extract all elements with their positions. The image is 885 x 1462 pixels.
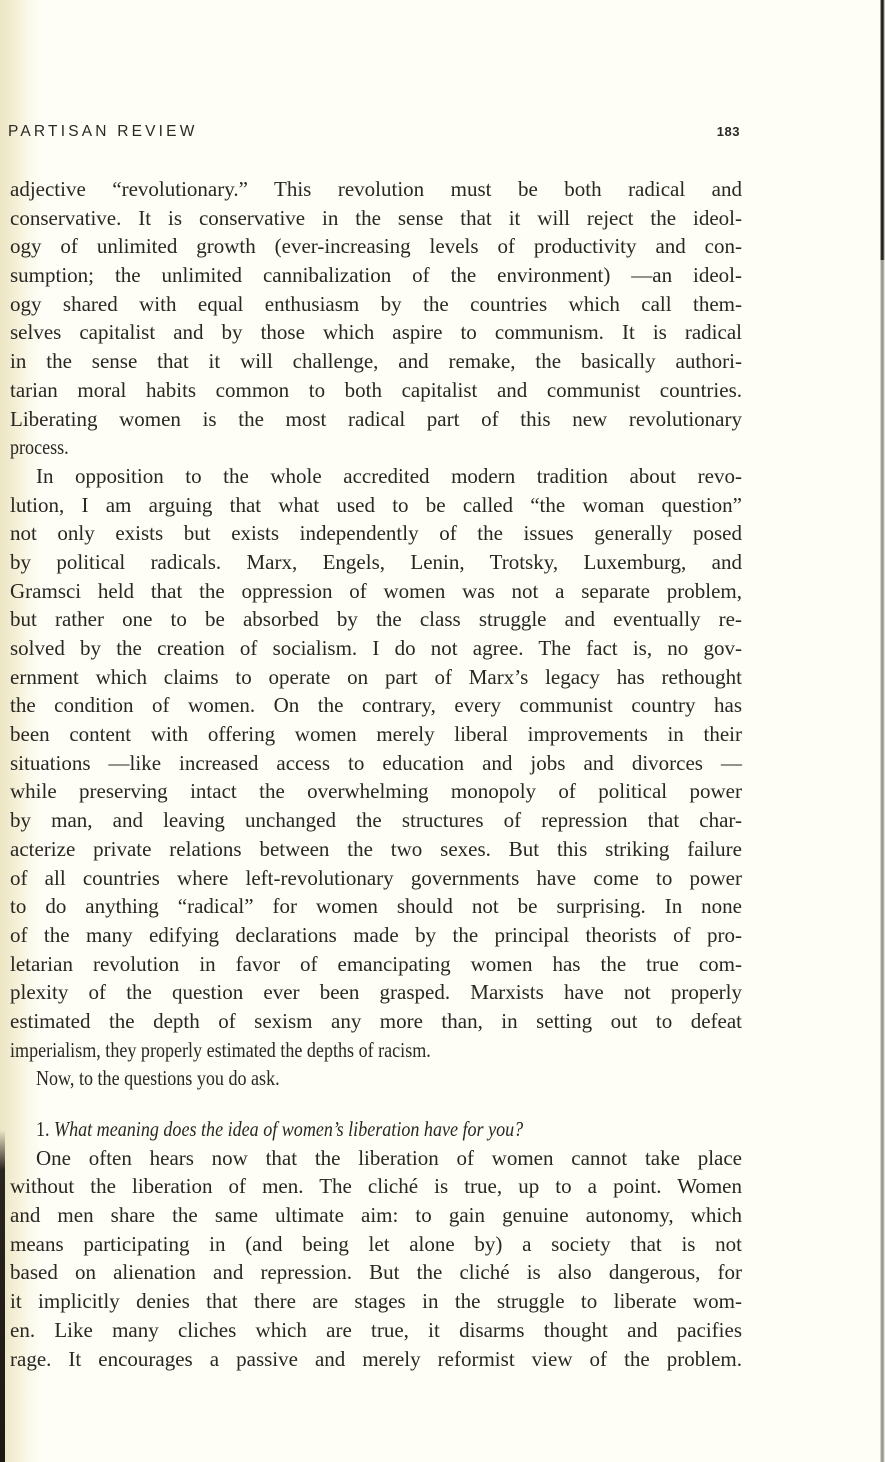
page-binding-edge — [0, 1130, 5, 1462]
text-line: and men share the same ultimate aim: to gain genuine autonomy, which — [10, 1203, 742, 1228]
text-line: conservative. It is conservative in the sense that it will reject the ideol- — [10, 205, 742, 230]
text-line: by man, and leaving unchanged the structures of repression that char- — [10, 808, 742, 833]
running-head — [8, 123, 740, 145]
journal-title: PARTISAN REVIEW — [8, 123, 198, 140]
text-line: Gramsci held that the oppression of women was not a separate problem, — [10, 578, 742, 603]
text-line: en. Like many cliches which are true, it disarms thought and pacifies — [10, 1317, 742, 1342]
question-text: What meaning does the idea of women’s liberation have for you? — [54, 1117, 524, 1141]
body-text — [10, 175, 742, 1373]
paragraph-4 — [10, 1144, 742, 1374]
text-line: plexity of the question ever been grasped. Marxists have not properly — [10, 980, 742, 1005]
text-line: of all countries where left-revolutionary governments have come to power — [10, 865, 742, 890]
text-line: in the sense that it will challenge, and remake, the basically authori- — [10, 349, 742, 374]
text-line: while preserving intact the overwhelming monopoly of political power — [10, 779, 742, 804]
text-line: ernment which claims to operate on part of Marx’s legacy has rethought — [10, 664, 742, 689]
page-right-edge-fade — [880, 260, 885, 1462]
paragraph-1 — [10, 175, 742, 462]
text-line: tarian moral habits common to both capitalist and communist countries. — [10, 377, 742, 402]
text-line: In opposition to the whole accredited modern tradition about revo- — [36, 463, 742, 488]
text-line: imperialism, they properly estimated the depths of racism. — [10, 1037, 431, 1062]
question-number: 1. — [35, 1117, 50, 1141]
text-line: solved by the creation of socialism. I do not agree. The fact is, no gov- — [10, 636, 742, 660]
question-heading — [10, 1115, 742, 1144]
text-line: letarian revolution in favor of emancipating women has the true com- — [10, 951, 742, 976]
text-line: based on alienation and repression. But the cliché is also dangerous, for — [10, 1260, 742, 1285]
paragraph-2 — [10, 462, 742, 1064]
text-line: process. — [10, 435, 69, 460]
text-line: the condition of women. On the contrary, every communist country has — [10, 693, 742, 718]
text-line: to do anything “radical” for women should not be surprising. In none — [10, 894, 742, 919]
text-line: of the many edifying declarations made by the principal theorists of pro- — [10, 922, 742, 947]
text-line: Now, to the questions you do ask. — [35, 1066, 280, 1091]
text-line: One often hears now that the liberation of women cannot take place — [36, 1145, 742, 1170]
text-line: but rather one to be absorbed by the class struggle and eventually re- — [10, 607, 742, 632]
text-line: situations —like increased access to education and jobs and divorces — — [10, 750, 742, 775]
text-line: it implicitly denies that there are stages in the struggle to liberate wom- — [10, 1289, 742, 1314]
text-line: means participating in (and being let alone by) a society that is not — [10, 1231, 742, 1256]
text-line: been content with offering women merely liberal improvements in their — [10, 722, 742, 747]
text-line: without the liberation of men. The cliché is true, up to a point. Women — [10, 1174, 742, 1199]
text-line: selves capitalist and by those which aspire to communism. It is radical — [10, 320, 742, 345]
text-line: lution, I am arguing that what used to be called “the woman question” — [10, 492, 742, 517]
text-line: ogy shared with equal enthusiasm by the countries which call them- — [10, 291, 742, 316]
text-line: acterize private relations between the two sexes. But this striking failure — [10, 836, 742, 861]
text-line: sumption; the unlimited cannibalization of the environment) —an ideol- — [10, 263, 742, 288]
text-line: Liberating women is the most radical part of this new revolutionary — [10, 406, 742, 431]
text-line: adjective “revolutionary.” This revolution must be both radical and — [10, 177, 742, 201]
text-line: estimated the depth of sexism any more than, in setting out to defeat — [10, 1008, 742, 1033]
text-line: rage. It encourages a passive and merely reformist view of the problem. — [10, 1346, 742, 1371]
text-line: not only exists but exists independently of the issues generally posed — [10, 521, 742, 546]
text-line: by political radicals. Marx, Engels, Lenin, Trotsky, Luxemburg, and — [10, 549, 742, 574]
paragraph-3 — [10, 1064, 742, 1093]
text-line: ogy of unlimited growth (ever-increasing levels of productivity and con- — [10, 234, 742, 259]
page-number: 183 — [716, 124, 740, 139]
